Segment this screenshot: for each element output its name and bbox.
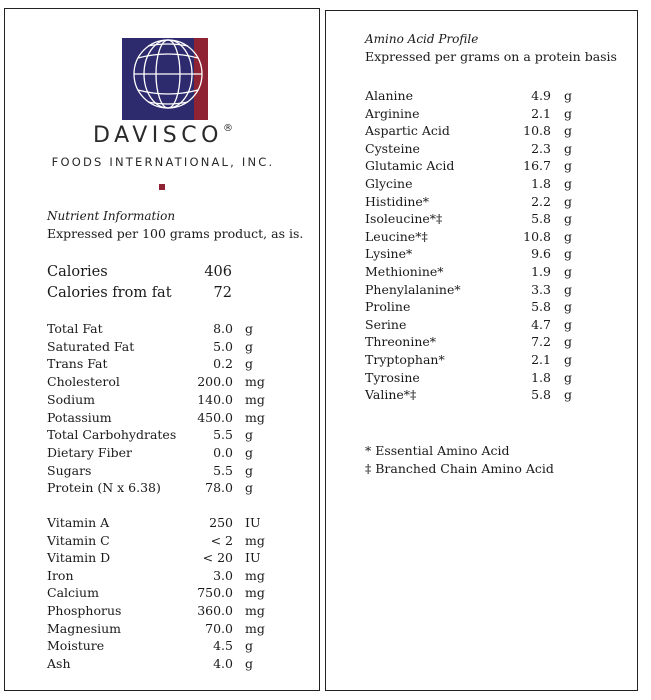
macro-unit: g: [245, 356, 254, 372]
amino-unit: g: [564, 123, 573, 139]
vitamin-unit: mg: [245, 585, 265, 601]
vitamin-label: Ash: [47, 655, 71, 671]
macro-unit: mg: [245, 391, 265, 407]
vitamin-label: Phosphorus: [47, 603, 122, 618]
amino-label: Glutamic Acid: [365, 158, 455, 174]
vitamin-label: Moisture: [47, 638, 105, 654]
vitamin-value: 70.0: [205, 620, 233, 636]
amino-label: Threonine*: [365, 334, 437, 350]
amino-unit: g: [564, 158, 573, 174]
vitamin-row: [47, 638, 287, 656]
amino-label: Proline: [365, 299, 411, 315]
globe-logo-icon: [122, 38, 208, 120]
macro-value: 5.5: [213, 427, 233, 443]
amino-row: [365, 123, 585, 141]
amino-unit: g: [564, 264, 573, 279]
calorie-row: [47, 264, 287, 282]
amino-value: 4.7: [531, 316, 551, 332]
vitamin-value: 3.0: [213, 567, 233, 583]
calorie-row: [47, 285, 287, 303]
amino-row: [365, 211, 585, 229]
macro-value: 5.0: [213, 338, 233, 354]
amino-value: 10.8: [523, 228, 551, 244]
macro-row: [47, 463, 287, 481]
amino-value: 1.8: [531, 369, 551, 385]
amino-value: 3.3: [531, 281, 551, 297]
vitamin-value: 750.0: [197, 585, 233, 601]
amino-unit: g: [564, 88, 573, 103]
amino-row: [365, 352, 585, 370]
amino-label: Methionine*: [365, 264, 444, 279]
amino-value: 2.3: [531, 140, 551, 156]
amino-note: ‡ Branched Chain Amino Acid: [365, 461, 554, 476]
vitamin-row: [47, 621, 287, 639]
amino-value: 2.2: [531, 193, 551, 209]
amino-unit: g: [564, 228, 573, 244]
vitamin-row: [47, 550, 287, 568]
amino-unit: g: [564, 211, 573, 227]
amino-value: 16.7: [523, 158, 551, 174]
nutrient-panel: [4, 8, 320, 691]
macro-row: [47, 410, 287, 428]
amino-row: [365, 229, 585, 247]
macro-unit: g: [245, 321, 254, 336]
amino-label: Serine: [365, 316, 407, 332]
amino-label: Leucine*‡: [365, 228, 428, 244]
macro-unit: g: [245, 444, 254, 460]
amino-subtitle: Expressed per grams on a protein basis: [365, 49, 617, 64]
amino-row: [365, 299, 585, 317]
amino-label: Tyrosine: [365, 369, 420, 385]
vitamin-value: 4.5: [213, 638, 233, 654]
amino-row: [365, 334, 585, 352]
amino-value: 7.2: [531, 334, 551, 350]
macro-unit: g: [245, 427, 254, 443]
amino-row: [365, 141, 585, 159]
macro-row: [47, 321, 287, 339]
amino-row: [365, 176, 585, 194]
amino-label: Alanine: [365, 88, 413, 103]
amino-row: [365, 370, 585, 388]
amino-row: [365, 88, 585, 106]
amino-value: 9.6: [531, 246, 551, 262]
vitamin-label: Vitamin D: [47, 550, 111, 566]
macro-unit: g: [245, 338, 254, 354]
amino-row: [365, 106, 585, 124]
amino-row: [365, 264, 585, 282]
macro-label: Cholesterol: [47, 374, 120, 390]
amino-label: Valine*‡: [365, 387, 417, 403]
macro-value: 5.5: [213, 462, 233, 478]
macro-row: [47, 427, 287, 445]
calorie-label: Calories from fat: [47, 285, 172, 301]
macro-row: [47, 374, 287, 392]
vitamin-unit: mg: [245, 567, 265, 583]
macro-row: [47, 392, 287, 410]
vitamin-value: 250: [209, 515, 233, 530]
vitamin-label: Vitamin C: [47, 532, 110, 548]
amino-unit: g: [564, 299, 573, 315]
vitamin-row: [47, 603, 287, 621]
amino-unit: g: [564, 387, 573, 403]
amino-row: [365, 158, 585, 176]
brand-subtitle: FOODS INTERNATIONAL, INC.: [51, 155, 275, 169]
amino-unit: g: [564, 334, 573, 350]
amino-label: Isoleucine*‡: [365, 211, 443, 227]
amino-label: Tryptophan*: [365, 352, 445, 367]
macro-row: [47, 445, 287, 463]
amino-panel: [325, 10, 638, 691]
calorie-value: 72: [213, 285, 232, 301]
macro-row: [47, 339, 287, 357]
amino-label: Glycine: [365, 176, 413, 191]
amino-value: 2.1: [531, 105, 551, 121]
vitamin-unit: mg: [245, 620, 265, 636]
macro-label: Saturated Fat: [47, 338, 135, 354]
amino-label: Arginine: [365, 105, 420, 121]
vitamin-label: Vitamin A: [47, 515, 110, 530]
amino-label: Phenylalanine*: [365, 281, 461, 297]
macro-row: [47, 480, 287, 498]
amino-label: Histidine*: [365, 193, 430, 209]
vitamin-label: Magnesium: [47, 620, 122, 636]
amino-row: [365, 246, 585, 264]
macro-label: Sodium: [47, 391, 95, 407]
macro-row: [47, 356, 287, 374]
amino-label: Aspartic Acid: [365, 123, 450, 139]
amino-value: 2.1: [531, 352, 551, 367]
amino-row: [365, 387, 585, 405]
vitamin-unit: mg: [245, 603, 265, 618]
amino-unit: g: [564, 176, 573, 191]
vitamin-row: [47, 568, 287, 586]
amino-value: 10.8: [523, 123, 551, 139]
amino-value: 1.9: [531, 264, 551, 279]
macro-label: Sugars: [47, 462, 92, 478]
macro-unit: g: [245, 462, 254, 478]
amino-row: [365, 282, 585, 300]
amino-value: 5.8: [531, 387, 551, 403]
vitamin-unit: g: [245, 638, 254, 654]
vitamin-row: [47, 656, 287, 674]
amino-label: Lysine*: [365, 246, 413, 262]
calorie-label: Calories: [47, 264, 108, 280]
vitamin-value: 360.0: [197, 603, 233, 618]
amino-unit: g: [564, 105, 573, 121]
amino-unit: g: [564, 352, 573, 367]
amino-label: Cysteine: [365, 140, 420, 156]
amino-row: [365, 194, 585, 212]
amino-value: 5.8: [531, 299, 551, 315]
vitamin-unit: g: [245, 655, 254, 671]
amino-row: [365, 317, 585, 335]
amino-unit: g: [564, 369, 573, 385]
macro-label: Total Fat: [47, 321, 103, 336]
macro-label: Protein (N x 6.38): [47, 480, 161, 496]
nutrient-subtitle: Expressed per 100 grams product, as is.: [47, 226, 304, 241]
macro-unit: g: [245, 480, 254, 496]
vitamin-value: < 20: [202, 550, 233, 566]
vitamin-label: Calcium: [47, 585, 99, 601]
vitamin-unit: mg: [245, 532, 265, 548]
macro-value: 450.0: [197, 409, 233, 425]
macro-label: Dietary Fiber: [47, 444, 132, 460]
amino-title: Amino Acid Profile: [365, 32, 479, 46]
macro-value: 0.0: [213, 444, 233, 460]
amino-value: 1.8: [531, 176, 551, 191]
amino-unit: g: [564, 281, 573, 297]
vitamin-row: [47, 585, 287, 603]
vitamin-value: < 2: [210, 532, 233, 548]
macro-value: 0.2: [213, 356, 233, 372]
macro-unit: mg: [245, 374, 265, 390]
vitamin-row: [47, 533, 287, 551]
macro-label: Total Carbohydrates: [47, 427, 177, 443]
vitamin-unit: IU: [245, 515, 261, 530]
macro-value: 8.0: [213, 321, 233, 336]
amino-value: 4.9: [531, 88, 551, 103]
macro-value: 140.0: [197, 391, 233, 407]
brand-name: DAVISCO®: [93, 123, 233, 148]
macro-label: Potassium: [47, 409, 112, 425]
amino-unit: g: [564, 193, 573, 209]
macro-value: 78.0: [205, 480, 233, 496]
amino-note: * Essential Amino Acid: [365, 443, 510, 458]
amino-value: 5.8: [531, 211, 551, 227]
brand-square-icon: [159, 184, 165, 190]
vitamin-row: [47, 515, 287, 533]
amino-unit: g: [564, 316, 573, 332]
macro-label: Trans Fat: [47, 356, 108, 372]
vitamin-unit: IU: [245, 550, 261, 566]
vitamin-value: 4.0: [213, 655, 233, 671]
amino-unit: g: [564, 246, 573, 262]
amino-unit: g: [564, 140, 573, 156]
macro-unit: mg: [245, 409, 265, 425]
registered-mark: ®: [222, 123, 233, 134]
calorie-value: 406: [204, 264, 232, 280]
vitamin-label: Iron: [47, 567, 74, 583]
nutrient-title: Nutrient Information: [47, 209, 176, 223]
macro-value: 200.0: [197, 374, 233, 390]
